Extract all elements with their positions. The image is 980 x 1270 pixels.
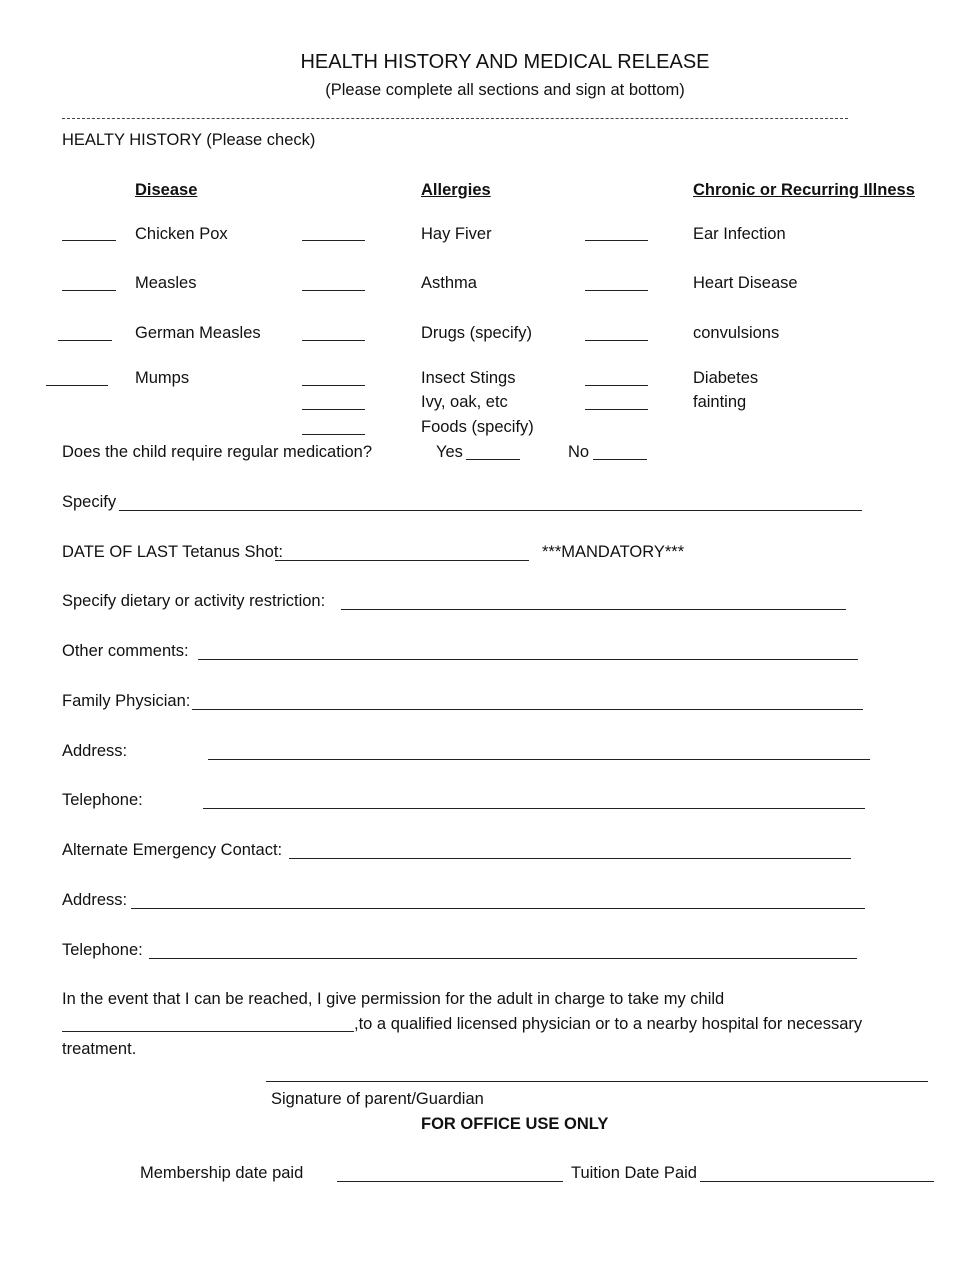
form-subtitle: (Please complete all sections and sign at bottom) <box>325 81 685 99</box>
column-heading-allergies: Allergies <box>421 181 491 199</box>
tuition-date-field[interactable] <box>700 1181 934 1182</box>
physician-label: Family Physician: <box>62 692 191 710</box>
child-name-field[interactable] <box>62 1031 354 1032</box>
physician-telephone-label: Telephone: <box>62 791 143 809</box>
section-label: HEALTY HISTORY (Please check) <box>62 131 316 149</box>
tetanus-date-field[interactable] <box>275 560 529 561</box>
comments-field[interactable] <box>198 659 858 660</box>
specify-label: Specify <box>62 493 117 511</box>
chronic-item: fainting <box>693 393 747 411</box>
dietary-label: Specify dietary or activity restriction: <box>62 592 326 610</box>
alt-contact-label: Alternate Emergency Contact: <box>62 841 283 859</box>
allergy-item: Asthma <box>421 274 477 292</box>
physician-address-label: Address: <box>62 742 128 760</box>
physician-address-field[interactable] <box>208 759 870 760</box>
allergy-item: Drugs (specify) <box>421 324 532 342</box>
allergy-checkbox-blank[interactable] <box>302 290 365 291</box>
column-heading-chronic: Chronic or Recurring Illness <box>693 181 915 199</box>
comments-label: Other comments: <box>62 642 189 660</box>
disease-item: Chicken Pox <box>135 225 228 243</box>
disease-item: German Measles <box>135 324 261 342</box>
disease-item: Measles <box>135 274 197 292</box>
allergy-checkbox-blank[interactable] <box>302 409 365 410</box>
disease-checkbox-blank[interactable] <box>58 340 112 341</box>
signature-label: Signature of parent/Guardian <box>271 1090 484 1108</box>
allergy-item: Hay Fiver <box>421 225 492 243</box>
medication-yes-label: Yes <box>436 443 463 461</box>
allergy-checkbox-blank[interactable] <box>302 340 365 341</box>
chronic-checkbox-blank[interactable] <box>585 385 648 386</box>
form-title: HEALTH HISTORY AND MEDICAL RELEASE <box>300 51 710 73</box>
permission-line-1: In the event that I can be reached, I give permission for the adult in charge to take my child <box>62 990 725 1008</box>
chronic-checkbox-blank[interactable] <box>585 240 648 241</box>
chronic-checkbox-blank[interactable] <box>585 290 648 291</box>
allergy-item: Insect Stings <box>421 369 516 387</box>
tuition-label: Tuition Date Paid <box>571 1164 697 1182</box>
chronic-item: Ear Infection <box>693 225 786 243</box>
medication-no-label: No <box>568 443 590 461</box>
allergy-checkbox-blank[interactable] <box>302 240 365 241</box>
alt-address-label: Address: <box>62 891 128 909</box>
column-heading-disease: Disease <box>135 181 198 199</box>
mandatory-note: ***MANDATORY*** <box>542 543 685 561</box>
membership-label: Membership date paid <box>140 1164 304 1182</box>
allergy-checkbox-blank[interactable] <box>302 385 365 386</box>
chronic-item: convulsions <box>693 324 780 342</box>
chronic-item: Diabetes <box>693 369 759 387</box>
membership-date-field[interactable] <box>337 1181 563 1182</box>
disease-item: Mumps <box>135 369 190 387</box>
medication-question: Does the child require regular medication? <box>62 443 373 461</box>
tetanus-label: DATE OF LAST Tetanus Shot: <box>62 543 284 561</box>
alt-address-field[interactable] <box>131 908 865 909</box>
chronic-item: Heart Disease <box>693 274 798 292</box>
dashed-divider <box>62 118 848 119</box>
physician-field[interactable] <box>192 709 863 710</box>
disease-checkbox-blank[interactable] <box>46 385 108 386</box>
medication-no-blank[interactable] <box>593 459 647 460</box>
medication-yes-blank[interactable] <box>466 459 520 460</box>
alt-telephone-label: Telephone: <box>62 941 143 959</box>
alt-telephone-field[interactable] <box>149 958 857 959</box>
signature-field[interactable] <box>266 1081 928 1082</box>
physician-telephone-field[interactable] <box>203 808 865 809</box>
office-use-heading: FOR OFFICE USE ONLY <box>421 1115 609 1133</box>
chronic-checkbox-blank[interactable] <box>585 409 648 410</box>
permission-line-2: ,to a qualified licensed physician or to a nearby hospital for necessary <box>354 1015 863 1033</box>
chronic-checkbox-blank[interactable] <box>585 340 648 341</box>
allergy-item: Ivy, oak, etc <box>421 393 508 411</box>
allergy-checkbox-blank[interactable] <box>302 434 365 435</box>
alt-contact-field[interactable] <box>289 858 851 859</box>
dietary-field[interactable] <box>341 609 846 610</box>
specify-field[interactable] <box>119 510 862 511</box>
disease-checkbox-blank[interactable] <box>62 290 116 291</box>
allergy-item: Foods (specify) <box>421 418 534 436</box>
disease-checkbox-blank[interactable] <box>62 240 116 241</box>
permission-line-3: treatment. <box>62 1040 137 1058</box>
